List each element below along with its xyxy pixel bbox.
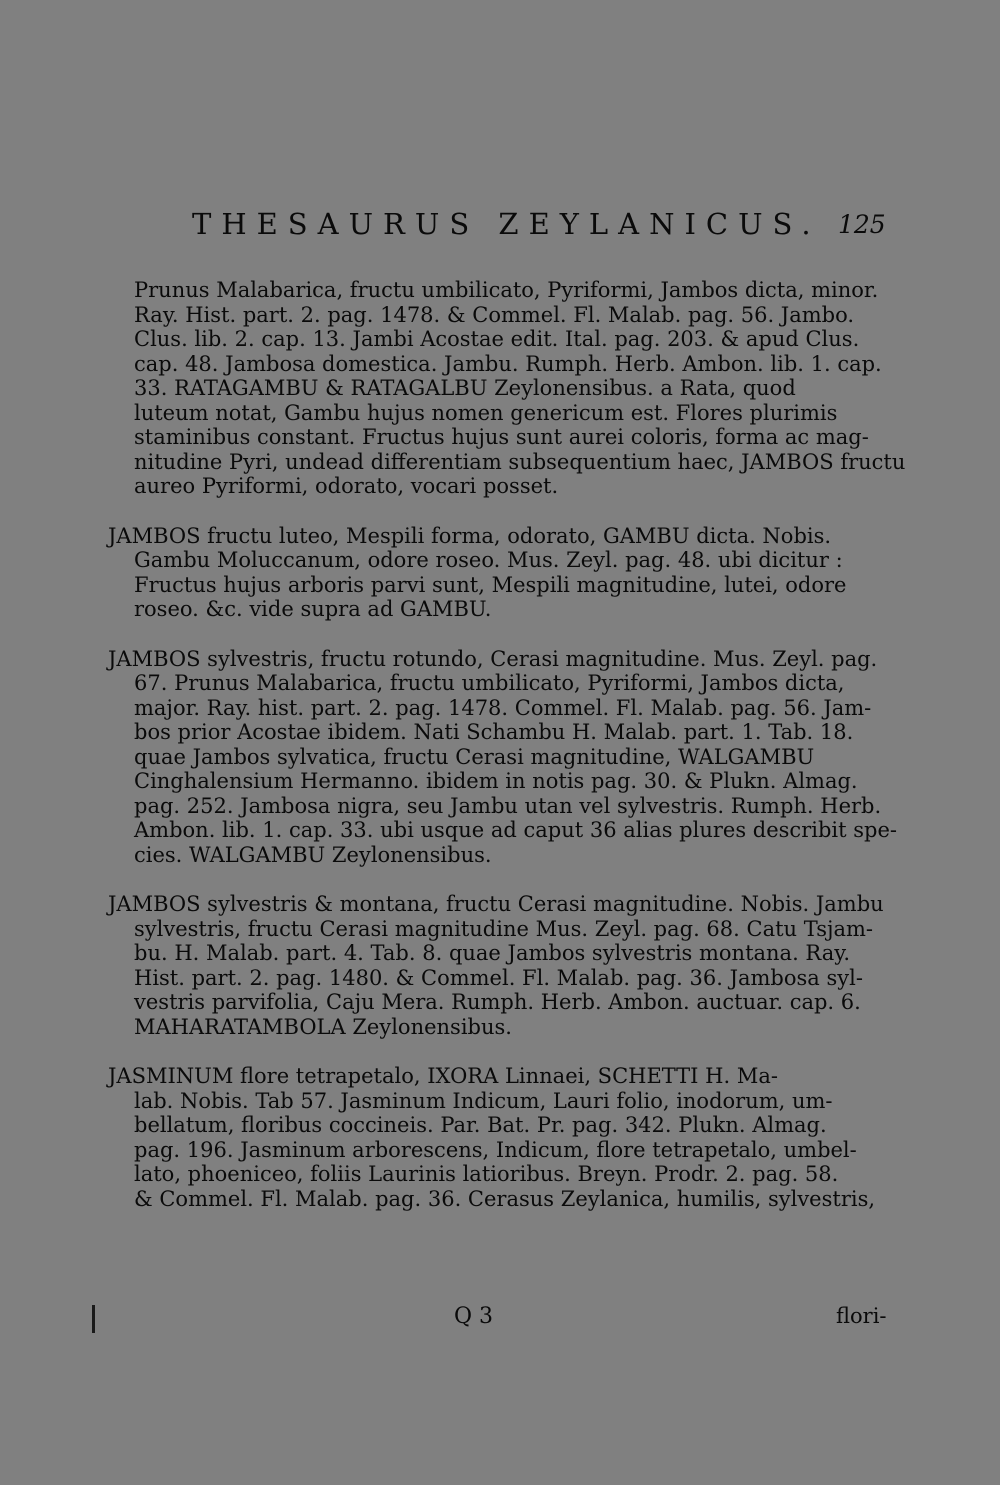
text-line: pag. 196. Jasminum arborescens, Indicum, flore tetrapetalo, umbel- — [134, 1137, 857, 1162]
text-line: cap. 48. Jambosa domestica. Jambu. Rumph. Herb. Ambon. lib. 1. cap. — [134, 351, 882, 376]
text-line: Fructus hujus arboris parvi sunt, Mespili magnitudine, lutei, odore — [134, 572, 847, 597]
entry-jasminum — [0, 1064, 1000, 1211]
page-number: 125 — [838, 210, 886, 239]
entry-jambos-sylvestris-montana — [0, 892, 1000, 1039]
text-line: Prunus Malabarica, fructu umbilicato, Pyriformi, Jambos dicta, minor. — [134, 278, 879, 302]
text-line: Clus. lib. 2. cap. 13. Jambi Acostae edit. Ital. pag. 203. & apud Clus. — [134, 327, 860, 351]
entry-heading-line: JASMINUM flore tetrapetalo, IXORA Linnaei, SCHETTI H. Ma- — [108, 1064, 778, 1088]
text-line: cies. WALGAMBU Zeylonensibus. — [134, 842, 492, 867]
entry-jambos-sylvestris — [0, 647, 1000, 868]
text-line: vestris parvifolia, Caju Mera. Rumph. Herb. Ambon. auctuar. cap. 6. — [134, 990, 861, 1014]
text-line: MAHARATAMBOLA Zeylonensibus. — [134, 1014, 512, 1039]
page-body — [0, 278, 1000, 1236]
text-line: Gambu Moluccanum, odore roseo. Mus. Zeyl. pag. 48. ubi dicitur : — [134, 548, 843, 572]
text-line: roseo. &c. vide supra ad GAMBU. — [134, 597, 492, 621]
text-line: & Commel. Fl. Malab. pag. 36. Cerasus Zeylanica, humilis, sylvestris, — [134, 1186, 876, 1211]
entry-heading-line: JAMBOS fructu luteo, Mespili forma, odorato, GAMBU dicta. Nobis. — [108, 523, 832, 548]
text-line: aureo Pyriformi, odorato, vocari posset. — [134, 474, 559, 498]
entry-heading-line: JAMBOS sylvestris, fructu rotundo, Cerasi magnitudine. Mus. Zeyl. pag. — [108, 646, 878, 671]
entry-prunus-malabarica — [0, 278, 1000, 499]
text-line: Ambon. lib. 1. cap. 33. ubi usque ad caput 36 alias plures describit spe- — [134, 818, 897, 842]
text-line: bu. H. Malab. part. 4. Tab. 8. quae Jambos sylvestris montana. Ray. — [134, 941, 850, 965]
text-line: bos prior Acostae ibidem. Nati Schambu H. Malab. part. 1. Tab. 18. — [134, 720, 854, 744]
text-line: nitudine Pyri, undead differentiam subsequentium haec, JAMBOS fructu — [134, 449, 906, 474]
text-line: lato, phoeniceo, foliis Laurinis latioribus. Breyn. Prodr. 2. pag. 58. — [134, 1162, 839, 1186]
text-line: Hist. part. 2. pag. 1480. & Commel. Fl. Malab. pag. 36. Jambosa syl- — [134, 965, 863, 990]
text-line: luteum notat, Gambu hujus nomen genericum est. Flores plurimis — [134, 400, 838, 425]
entry-jambos-luteo — [0, 524, 1000, 622]
signature-mark: Q 3 — [454, 1304, 494, 1329]
entry-heading-line: JAMBOS sylvestris & montana, fructu Cerasi magnitudine. Nobis. Jambu — [108, 892, 884, 916]
text-line: pag. 252. Jambosa nigra, seu Jambu utan vel sylvestris. Rumph. Herb. — [134, 793, 882, 818]
text-line: sylvestris, fructu Cerasi magnitudine Mus. Zeyl. pag. 68. Catu Tsjam- — [134, 916, 874, 941]
text-line: quae Jambos sylvatica, fructu Cerasi magnitudine, WALGAMBU — [134, 744, 815, 769]
text-line: major. Ray. hist. part. 2. pag. 1478. Commel. Fl. Malab. pag. 56. Jam- — [134, 695, 872, 720]
text-line: 33. RATAGAMBU & RATAGALBU Zeylonensibus. a Rata, quod — [134, 376, 796, 400]
text-line: staminibus constant. Fructus hujus sunt aurei coloris, forma ac mag- — [134, 425, 869, 449]
catchword: flori- — [836, 1304, 887, 1328]
text-line: 67. Prunus Malabarica, fructu umbilicato, Pyriformi, Jambos dicta, — [134, 671, 845, 695]
margin-mark — [92, 1305, 95, 1333]
text-line: bellatum, floribus coccineis. Par. Bat. Pr. pag. 342. Plukn. Almag. — [134, 1113, 827, 1137]
text-line: Cinghalensium Hermanno. ibidem in notis pag. 30. & Plukn. Almag. — [134, 769, 858, 793]
running-title: THESAURUS ZEYLANICUS. — [192, 207, 821, 241]
text-line: lab. Nobis. Tab 57. Jasminum Indicum, Lauri folio, inodorum, um- — [134, 1088, 833, 1113]
text-line: Ray. Hist. part. 2. pag. 1478. & Commel. Fl. Malab. pag. 56. Jambo. — [134, 302, 855, 327]
